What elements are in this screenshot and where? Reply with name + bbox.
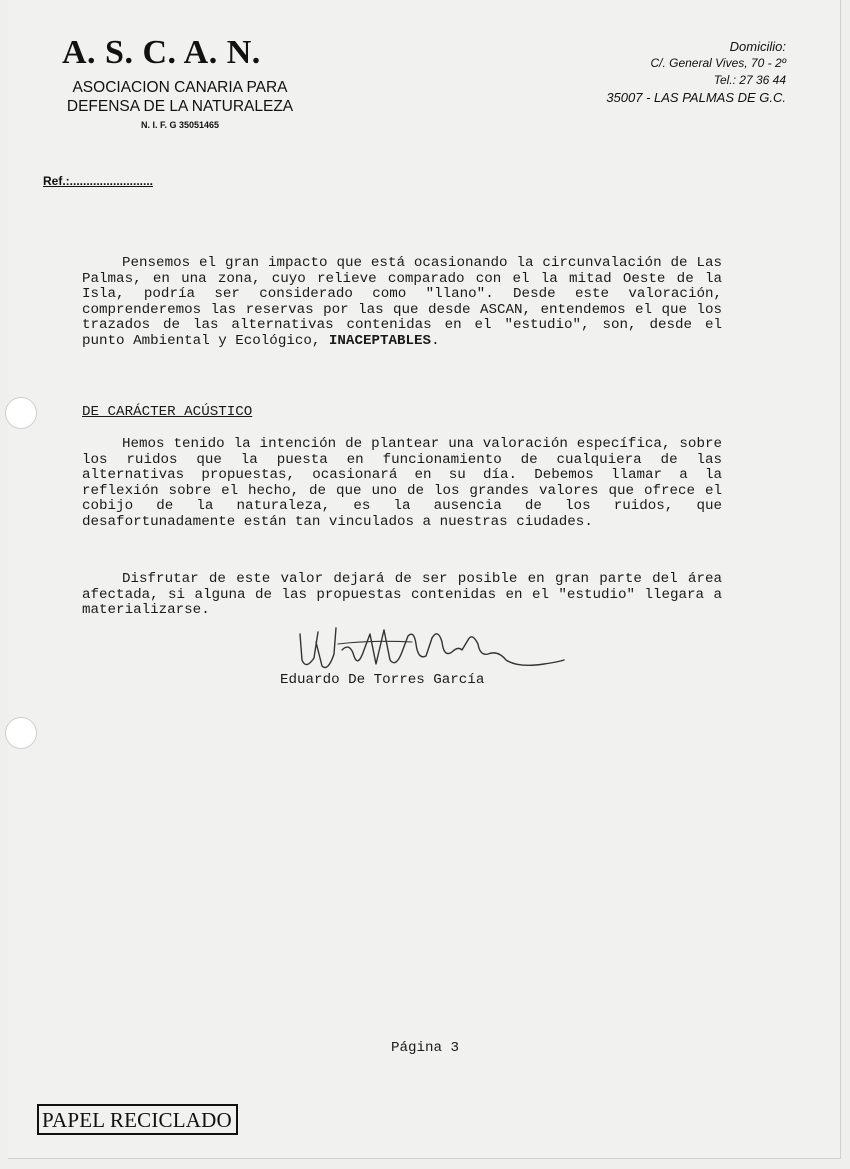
binder-hole-bottom (5, 717, 37, 749)
address-street: C/. General Vives, 70 - 2º (650, 56, 786, 70)
binder-hole-top (5, 397, 37, 429)
address-label: Domicilio: (729, 39, 786, 54)
organization-name-line-1: ASOCIACION CANARIA PARA (72, 79, 288, 96)
address-block (486, 38, 786, 106)
organization-nif: N. I. F. G 35051465 (140, 120, 220, 130)
paragraph-impact-body: Pensemos el gran impacto que está ocasionando la circunvalación de Las Palmas, en una zona, cuyo relieve comparado con el la mitad Oeste de la Isla, podría ser considerado como "llano". Desde este valoración, comprenderemos las reservas por las que desde ASCAN, entendemos el que los trazados de las alternativas contenidas en el "estudio", son, desde el punto Ambiental y Ecológico, (82, 255, 722, 349)
organization-name-line-2: DEFENSA DE LA NATURALEZA (66, 98, 294, 115)
organization-full-name (30, 78, 330, 116)
page-number: Página 3 (390, 1040, 460, 1056)
organization-acronym: A. S. C. A. N. (62, 34, 261, 71)
paragraph-conclusion (82, 572, 722, 619)
section-heading: DE CARÁCTER ACÚSTICO (82, 404, 253, 420)
address-phone: Tel.: 27 36 44 (713, 73, 786, 87)
paragraph-impact-emphasis: INACEPTABLES (328, 332, 432, 349)
handwritten-signature (292, 620, 572, 676)
address-city: 35007 - LAS PALMAS DE G.C. (606, 90, 786, 105)
paragraph-noise (82, 437, 722, 531)
paragraph-conclusion-text: Disfrutar de este valor dejará de ser posible en gran parte del área afectada, si alguna de las propuestas contenidas en el "estudio" llegara a materializarse. (82, 571, 722, 619)
signer-name: Eduardo De Torres García (280, 672, 485, 688)
paragraph-impact-tail: . (431, 332, 440, 349)
paragraph-noise-text: Hemos tenido la intención de plantear una valoración específica, sobre los ruidos que la puesta en funcionamiento de cualquiera de las alternativas propuestas, ocasionará en su día. Debemos llamar a la reflexión sobre el hecho, de que uno de los grandes valores que ofrece el cobijo de la naturaleza, es la ausencia de los ruidos, que desafortunadamente están tan vinculados a nuestras ciudades. (82, 436, 722, 530)
reference-line: Ref.:......................... (43, 174, 154, 188)
paragraph-impact-text (82, 256, 722, 350)
paragraph-impact (82, 256, 722, 350)
recycled-paper-stamp: PAPEL RECICLADO (37, 1104, 238, 1135)
